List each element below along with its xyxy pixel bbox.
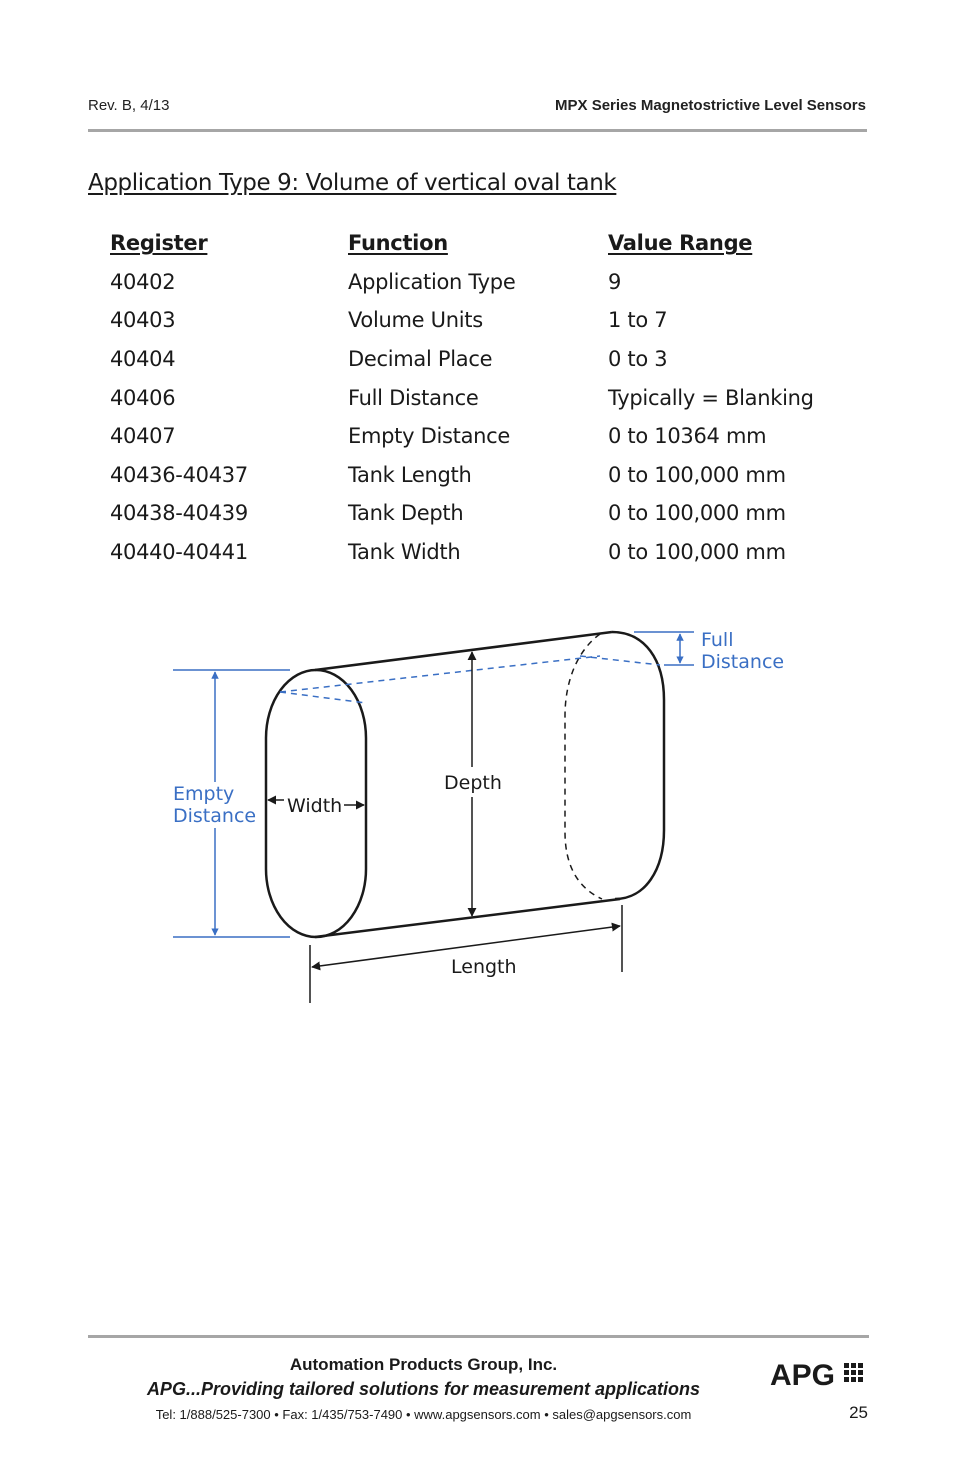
function-cell: Tank Depth (348, 501, 464, 526)
section-title: Application Type 9: Volume of vertical oval tank (88, 170, 617, 196)
footer-tagline: APG...Providing tailored solutions for measurement applications (146, 1379, 701, 1399)
function-cell: Empty Distance (348, 424, 511, 449)
function-cell: Full Distance (348, 385, 479, 410)
apg-logo-text: APG (770, 1359, 836, 1389)
length-label: Length (451, 956, 517, 978)
tank-top-edge (315, 632, 612, 670)
function-cell: Decimal Place (348, 347, 493, 372)
tank-right-end (612, 632, 664, 899)
full-distance-dimension (634, 632, 694, 665)
function-cell: Application Type (348, 269, 516, 294)
empty-distance-label-line1: Empty (173, 783, 235, 805)
value-range-cell: Typically = Blanking (608, 385, 814, 410)
register-cell: 40440-40441 (110, 540, 248, 565)
value-range-cell: 0 to 10364 mm (608, 424, 767, 449)
function-cell: Volume Units (348, 308, 483, 333)
value-range-cell: 0 to 3 (608, 347, 668, 372)
tank-bottom-edge (315, 899, 620, 937)
page-number: 25 (849, 1403, 868, 1422)
function-cell: Tank Length (348, 462, 472, 487)
width-label: Width (287, 795, 343, 817)
value-range-cell: 0 to 100,000 mm (608, 540, 786, 565)
register-cell: 40406 (110, 385, 176, 410)
register-cell: 40404 (110, 347, 176, 372)
register-cell: 40403 (110, 308, 176, 333)
footer-company: Automation Products Group, Inc. (289, 1355, 558, 1374)
tank-hidden-back-end (565, 634, 602, 899)
value-range-cell: 0 to 100,000 mm (608, 501, 786, 526)
depth-label: Depth (444, 772, 502, 794)
register-cell: 40436-40437 (110, 462, 248, 487)
function-cell: Tank Width (348, 540, 461, 565)
value-range-cell: 1 to 7 (608, 308, 668, 333)
column-header-value-range: Value Range (608, 231, 753, 256)
empty-distance-label-line2: Distance (173, 805, 257, 827)
apg-logo-dots-icon (844, 1363, 863, 1382)
column-header-function: Function (348, 231, 448, 256)
register-cell: 40407 (110, 424, 176, 449)
full-level-lines (280, 656, 660, 703)
full-distance-label-line2: Distance (701, 651, 785, 673)
footer-divider (88, 1335, 869, 1338)
value-range-cell: 9 (608, 269, 622, 294)
column-header-register: Register (110, 231, 208, 256)
length-dimension (310, 905, 622, 1003)
register-cell: 40438-40439 (110, 501, 248, 526)
header-doc-title: MPX Series Magnetostrictive Level Sensors (555, 97, 866, 114)
full-distance-label-line1: Full (701, 629, 734, 651)
apg-logo (770, 1357, 868, 1389)
value-range-cell: 0 to 100,000 mm (608, 462, 786, 487)
footer-contact: Tel: 1/888/525-7300 • Fax: 1/435/753-7490 • www.apgsensors.com • sales@apgsensors.com (155, 1407, 692, 1422)
header-revision: Rev. B, 4/13 (88, 97, 170, 114)
register-cell: 40402 (110, 269, 176, 294)
